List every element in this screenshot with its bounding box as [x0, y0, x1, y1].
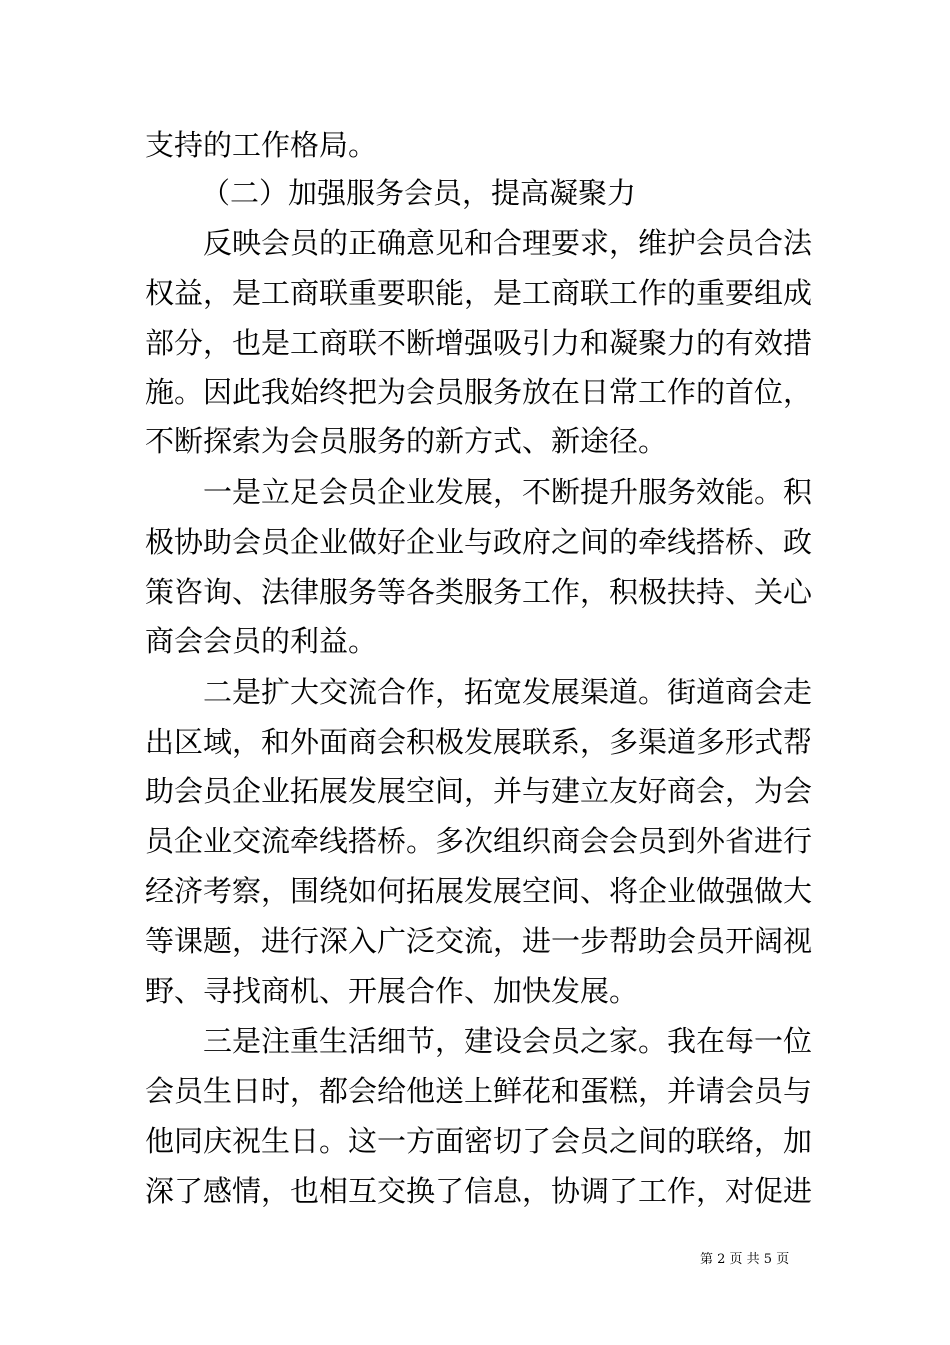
- text-line-3: 反映会员的正确意见和合理要求，维护会员合法: [203, 226, 813, 260]
- text-line-10: 策咨询、法律服务等各类服务工作，积极扶持、关心: [145, 575, 813, 609]
- text-line-21: 他同庆祝生日。这一方面密切了会员之间的联络，加: [145, 1124, 813, 1158]
- text-line-16: 经济考察，围绕如何拓展发展空间、将企业做强做大: [145, 874, 813, 908]
- text-line-7: 不断探索为会员服务的新方式、新途径。: [145, 424, 668, 458]
- text-line-19: 三是注重生活细节，建设会员之家。我在每一位: [203, 1024, 813, 1058]
- text-line-20: 会员生日时，都会给他送上鲜花和蛋糕，并请会员与: [145, 1074, 813, 1108]
- text-line-11: 商会会员的利益。: [145, 624, 378, 658]
- text-line-1: 支持的工作格局。: [145, 128, 378, 162]
- text-line-14: 助会员企业拓展发展空间，并与建立友好商会，为会: [145, 774, 813, 808]
- text-line-22: 深了感情，也相互交换了信息，协调了工作，对促进: [145, 1174, 813, 1208]
- text-line-13: 出区域，和外面商会积极发展联系，多渠道多形式帮: [145, 725, 813, 759]
- text-line-6: 施。因此我始终把为会员服务放在日常工作的首位，: [145, 375, 813, 409]
- text-line-8: 一是立足会员企业发展，不断提升服务效能。积: [203, 475, 813, 509]
- section-heading: （二）加强服务会员，提高凝聚力: [201, 176, 637, 210]
- page-number: 第 2 页 共 5 页: [700, 1252, 790, 1267]
- text-line-4: 权益，是工商联重要职能，是工商联工作的重要组成: [145, 276, 813, 310]
- text-line-5: 部分，也是工商联不断增强吸引力和凝聚力的有效措: [145, 326, 813, 360]
- text-line-15: 员企业交流牵线搭桥。多次组织商会会员到外省进行: [145, 824, 813, 858]
- text-line-18: 野、寻找商机、开展合作、加快发展。: [145, 974, 639, 1008]
- text-line-12: 二是扩大交流合作，拓宽发展渠道。街道商会走: [203, 675, 813, 709]
- text-line-17: 等课题，进行深入广泛交流，进一步帮助会员开阔视: [145, 924, 813, 958]
- text-line-9: 极协助会员企业做好企业与政府之间的牵线搭桥、政: [145, 525, 813, 559]
